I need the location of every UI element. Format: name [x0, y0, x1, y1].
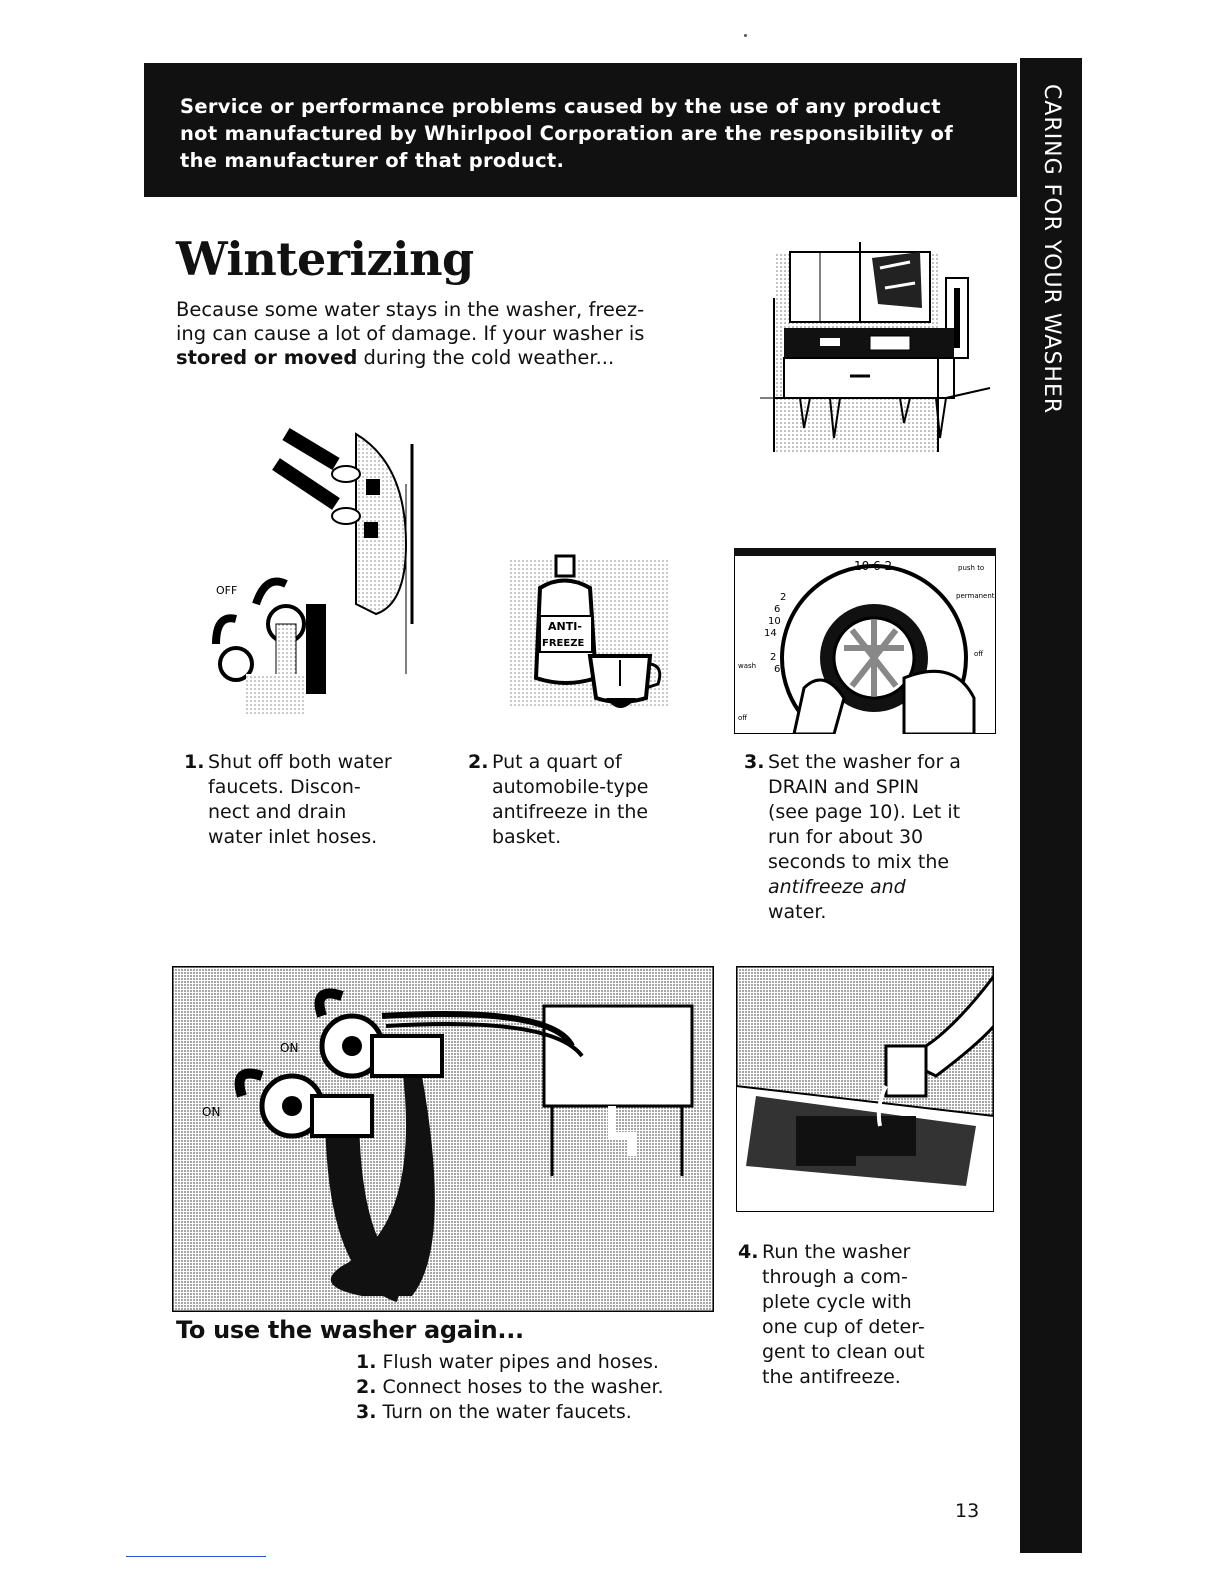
on-label: ON: [280, 1041, 299, 1055]
intro-line: ing can cause a lot of damage. If your washer is: [176, 322, 645, 345]
step-3: [744, 750, 1004, 925]
step-line: Shut off both water: [208, 751, 392, 773]
panel-label: push to: [958, 564, 985, 572]
step-line: nect and drain: [208, 801, 347, 823]
step-line: the antifreeze.: [762, 1366, 901, 1388]
page-title: Winterizing: [176, 232, 474, 286]
panel-label: permanent: [956, 592, 995, 600]
banner-line: Service or performance problems caused by the use of any product: [180, 95, 941, 118]
step-line: automobile-type: [492, 776, 649, 798]
responsibility-banner: [144, 63, 1017, 197]
banner-line: not manufactured by Whirlpool Corporation are the responsibility of: [180, 122, 954, 145]
intro-bold: stored or moved: [176, 346, 358, 369]
pour-detergent-illustration: [736, 966, 994, 1212]
step-line: plete cycle with: [762, 1291, 912, 1313]
step-line: water.: [768, 901, 827, 923]
step-line: run for about 30: [768, 826, 924, 848]
dial-top-numbers: 10 6 2: [854, 559, 893, 573]
list-item: [356, 1350, 664, 1375]
dial-number: 6: [774, 604, 781, 615]
list-item: [356, 1400, 664, 1425]
section-side-tab: CARING FOR YOUR WASHER: [1020, 58, 1082, 1553]
off-label: OFF: [216, 584, 238, 597]
item-text: Connect hoses to the washer.: [382, 1376, 664, 1398]
intro-tail: during the cold weather...: [357, 346, 615, 369]
step-number: 4.: [738, 1241, 759, 1263]
speck: [744, 34, 747, 37]
panel-label: off: [738, 714, 748, 722]
step-line: (see page 10). Let it: [768, 801, 961, 823]
list-item: [356, 1375, 664, 1400]
step-line: Put a quart of: [492, 751, 622, 773]
step-line: through a com-: [762, 1266, 908, 1288]
step-line: seconds to mix the: [768, 851, 950, 873]
step-line: gent to clean out: [762, 1341, 925, 1363]
step-line: faucets. Discon-: [208, 776, 361, 798]
dial-number: 10: [768, 616, 781, 627]
panel-label: off: [974, 650, 984, 658]
frozen-washer-illustration: [760, 238, 996, 452]
step-number: 3.: [744, 751, 765, 773]
faucets-on-tub-illustration: [172, 966, 714, 1312]
step-line: antifreeze and: [768, 876, 906, 898]
item-number: 1.: [356, 1351, 377, 1373]
step-line: water inlet hoses.: [208, 826, 378, 848]
dial-number: 2: [780, 592, 787, 603]
intro-line: Because some water stays in the washer, freez-: [176, 298, 645, 321]
step-2: [468, 750, 718, 850]
step-number: 2.: [468, 751, 489, 773]
dial-number: 2: [770, 652, 777, 663]
faucet-hoses-illustration: [206, 424, 422, 720]
footer-rule: [126, 1556, 266, 1557]
step-4: [738, 1240, 998, 1390]
step-1: [184, 750, 444, 850]
anti-label: ANTI-: [548, 620, 582, 633]
dial-number: 14: [764, 628, 777, 639]
intro-line: [176, 346, 736, 370]
use-again-list: [356, 1350, 664, 1425]
freeze-label: FREEZE: [542, 638, 585, 649]
step-line: antifreeze in the: [492, 801, 649, 823]
panel-label: wash: [738, 662, 757, 670]
on-label: ON: [202, 1105, 221, 1119]
banner-line: the manufacturer of that product.: [180, 149, 565, 172]
intro-paragraph: [176, 298, 736, 370]
use-again-heading: To use the washer again...: [176, 1316, 524, 1344]
item-number: 3.: [356, 1401, 377, 1423]
page-number: 13: [955, 1500, 980, 1522]
step-line: one cup of deter-: [762, 1316, 925, 1338]
antifreeze-jug-illustration: [510, 548, 678, 720]
item-number: 2.: [356, 1376, 377, 1398]
step-number: 1.: [184, 751, 205, 773]
control-dial-illustration: [734, 548, 996, 734]
step-line: basket.: [492, 826, 562, 848]
item-text: Flush water pipes and hoses.: [382, 1351, 659, 1373]
item-text: Turn on the water faucets.: [382, 1401, 632, 1423]
step-line: Set the washer for a: [768, 751, 961, 773]
dial-number: 6: [774, 664, 781, 675]
step-line: Run the washer: [762, 1241, 911, 1263]
step-line: DRAIN and SPIN: [768, 776, 920, 798]
